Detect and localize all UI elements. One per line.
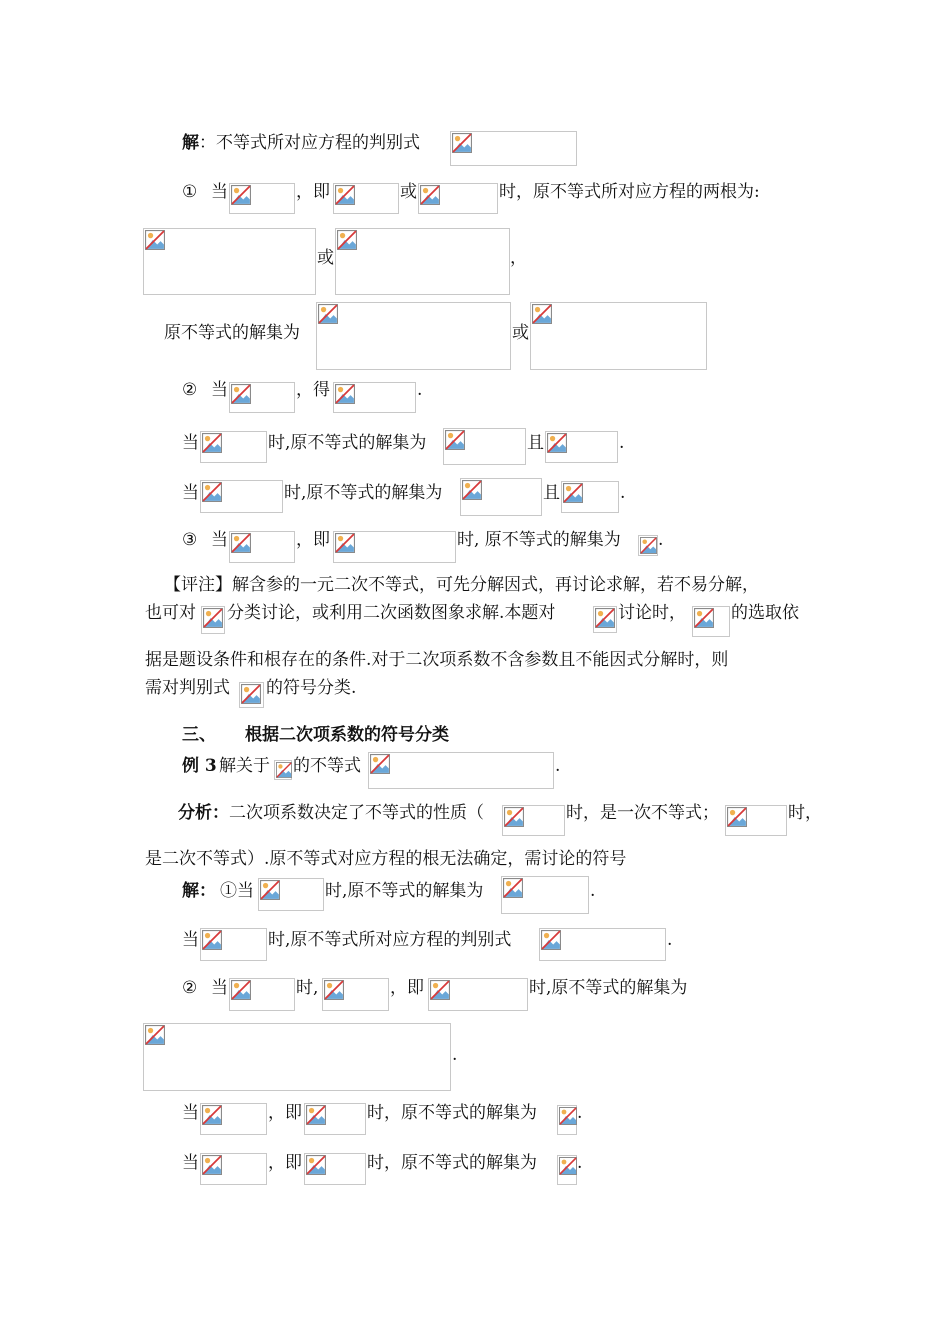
broken-image-icon	[725, 805, 787, 836]
case-number: ③	[182, 530, 198, 550]
broken-image-icon	[638, 535, 658, 556]
broken-image-icon	[239, 682, 264, 708]
example-label: 例 3	[182, 756, 217, 776]
text: 二次项系数决定了不等式的性质（	[229, 803, 484, 823]
broken-image-icon	[692, 606, 730, 637]
broken-image-icon	[545, 431, 618, 463]
text: 解关于	[219, 756, 270, 776]
text: 时,原不等式的解集为	[268, 433, 427, 453]
broken-image-icon	[229, 183, 295, 214]
broken-image-icon	[333, 382, 416, 413]
text: 时，	[788, 803, 822, 823]
broken-image-icon	[274, 760, 292, 780]
text: 的不等式	[293, 756, 361, 776]
broken-image-icon	[258, 878, 324, 911]
case-number: ②	[182, 380, 198, 400]
broken-image-icon	[200, 480, 283, 513]
text: 时，原不等式的解集为	[367, 1103, 537, 1123]
text: 当	[182, 483, 199, 503]
broken-image-icon	[322, 978, 389, 1011]
text: .	[619, 433, 625, 453]
text: 时，原不等式的解集为	[367, 1153, 537, 1173]
text: 需对判别式	[145, 678, 230, 698]
broken-image-icon	[143, 228, 316, 295]
text: 的选取依	[731, 603, 799, 623]
text: 时,原不等式的解集为	[325, 881, 484, 901]
broken-image-icon	[229, 531, 295, 563]
broken-image-icon	[200, 431, 267, 463]
text: 当	[182, 433, 199, 453]
text: ，即	[296, 182, 330, 202]
broken-image-icon	[316, 302, 511, 370]
broken-image-icon	[557, 1105, 577, 1135]
broken-image-icon	[460, 478, 542, 516]
text: .	[577, 1153, 583, 1173]
text: 当	[211, 380, 228, 400]
text: 也可对	[145, 603, 196, 623]
text: 或	[512, 323, 529, 343]
text: 据是题设条件和根存在的条件.对于二次项系数不含参数且不能因式分解时，则	[145, 650, 729, 670]
text: 时, 原不等式的解集为	[457, 530, 621, 550]
text: .	[590, 881, 596, 901]
text: .	[577, 1103, 583, 1123]
text: 当	[182, 1103, 199, 1123]
broken-image-icon	[229, 978, 295, 1011]
broken-image-icon	[333, 183, 399, 214]
broken-image-icon	[335, 228, 510, 295]
text: ：不等式所对应方程的判别式	[199, 133, 420, 153]
text: 时，是一次不等式；	[566, 803, 719, 823]
text: 时,原不等式所对应方程的判别式	[268, 930, 512, 950]
remark-text: 【评注】解含参的一元二次不等式，可先分解因式，再讨论求解，若不易分解，	[164, 575, 759, 595]
broken-image-icon	[593, 606, 617, 633]
text: 时，原不等式所对应方程的两根为:	[499, 182, 760, 202]
solution-label: 解：	[182, 881, 216, 901]
broken-image-icon	[333, 531, 456, 563]
case-number: ②	[182, 978, 198, 998]
broken-image-icon	[450, 131, 577, 166]
text: .	[452, 1045, 458, 1065]
broken-image-icon	[201, 606, 225, 634]
text: 当	[211, 530, 228, 550]
broken-image-icon	[200, 1103, 267, 1135]
text: 或	[317, 248, 334, 268]
text: 当	[211, 182, 228, 202]
broken-image-icon	[200, 1153, 267, 1185]
text: 时,原不等式的解集为	[284, 483, 443, 503]
text: 或	[400, 182, 417, 202]
broken-image-icon	[428, 978, 528, 1011]
broken-image-icon	[143, 1023, 451, 1091]
text: .	[620, 483, 626, 503]
broken-image-icon	[557, 1155, 577, 1185]
text: 且	[527, 433, 544, 453]
broken-image-icon	[561, 481, 619, 513]
text: 分类讨论，或利用二次函数图象求解.本题对	[227, 603, 556, 623]
broken-image-icon	[539, 928, 666, 961]
text: 的符号分类.	[266, 678, 357, 698]
text: .	[658, 530, 664, 550]
text: 当	[211, 978, 228, 998]
broken-image-icon	[304, 1153, 366, 1185]
broken-image-icon	[443, 428, 526, 465]
text: ，即	[268, 1103, 302, 1123]
text: 时,	[296, 978, 319, 998]
text: 时,原不等式的解集为	[529, 978, 688, 998]
broken-image-icon	[229, 382, 295, 413]
text: 是二次不等式）.原不等式对应方程的根无法确定，需讨论的符号	[145, 849, 627, 869]
broken-image-icon	[304, 1103, 366, 1135]
broken-image-icon	[418, 183, 498, 214]
text: 当	[182, 930, 199, 950]
text: 当	[182, 1153, 199, 1173]
text: 讨论时，	[618, 603, 686, 623]
broken-image-icon	[200, 928, 267, 961]
case-number: ①	[182, 182, 198, 202]
broken-image-icon	[501, 876, 589, 914]
text: 原不等式的解集为	[164, 323, 300, 343]
text: ，即	[390, 978, 424, 998]
broken-image-icon	[530, 302, 707, 370]
section-number: 三、	[182, 725, 216, 745]
text: ，即	[296, 530, 330, 550]
solution-label: 解	[182, 133, 199, 153]
text: ①当	[220, 881, 254, 901]
text: 且	[543, 483, 560, 503]
text: ，即	[268, 1153, 302, 1173]
text: .	[417, 380, 423, 400]
text: .	[555, 756, 561, 776]
section-title: 根据二次项系数的符号分类	[245, 725, 449, 745]
analysis-label: 分析：	[178, 803, 229, 823]
text: ，得	[296, 380, 330, 400]
text: ，	[510, 248, 527, 268]
text: .	[667, 930, 673, 950]
broken-image-icon	[502, 805, 565, 836]
broken-image-icon	[368, 752, 554, 789]
